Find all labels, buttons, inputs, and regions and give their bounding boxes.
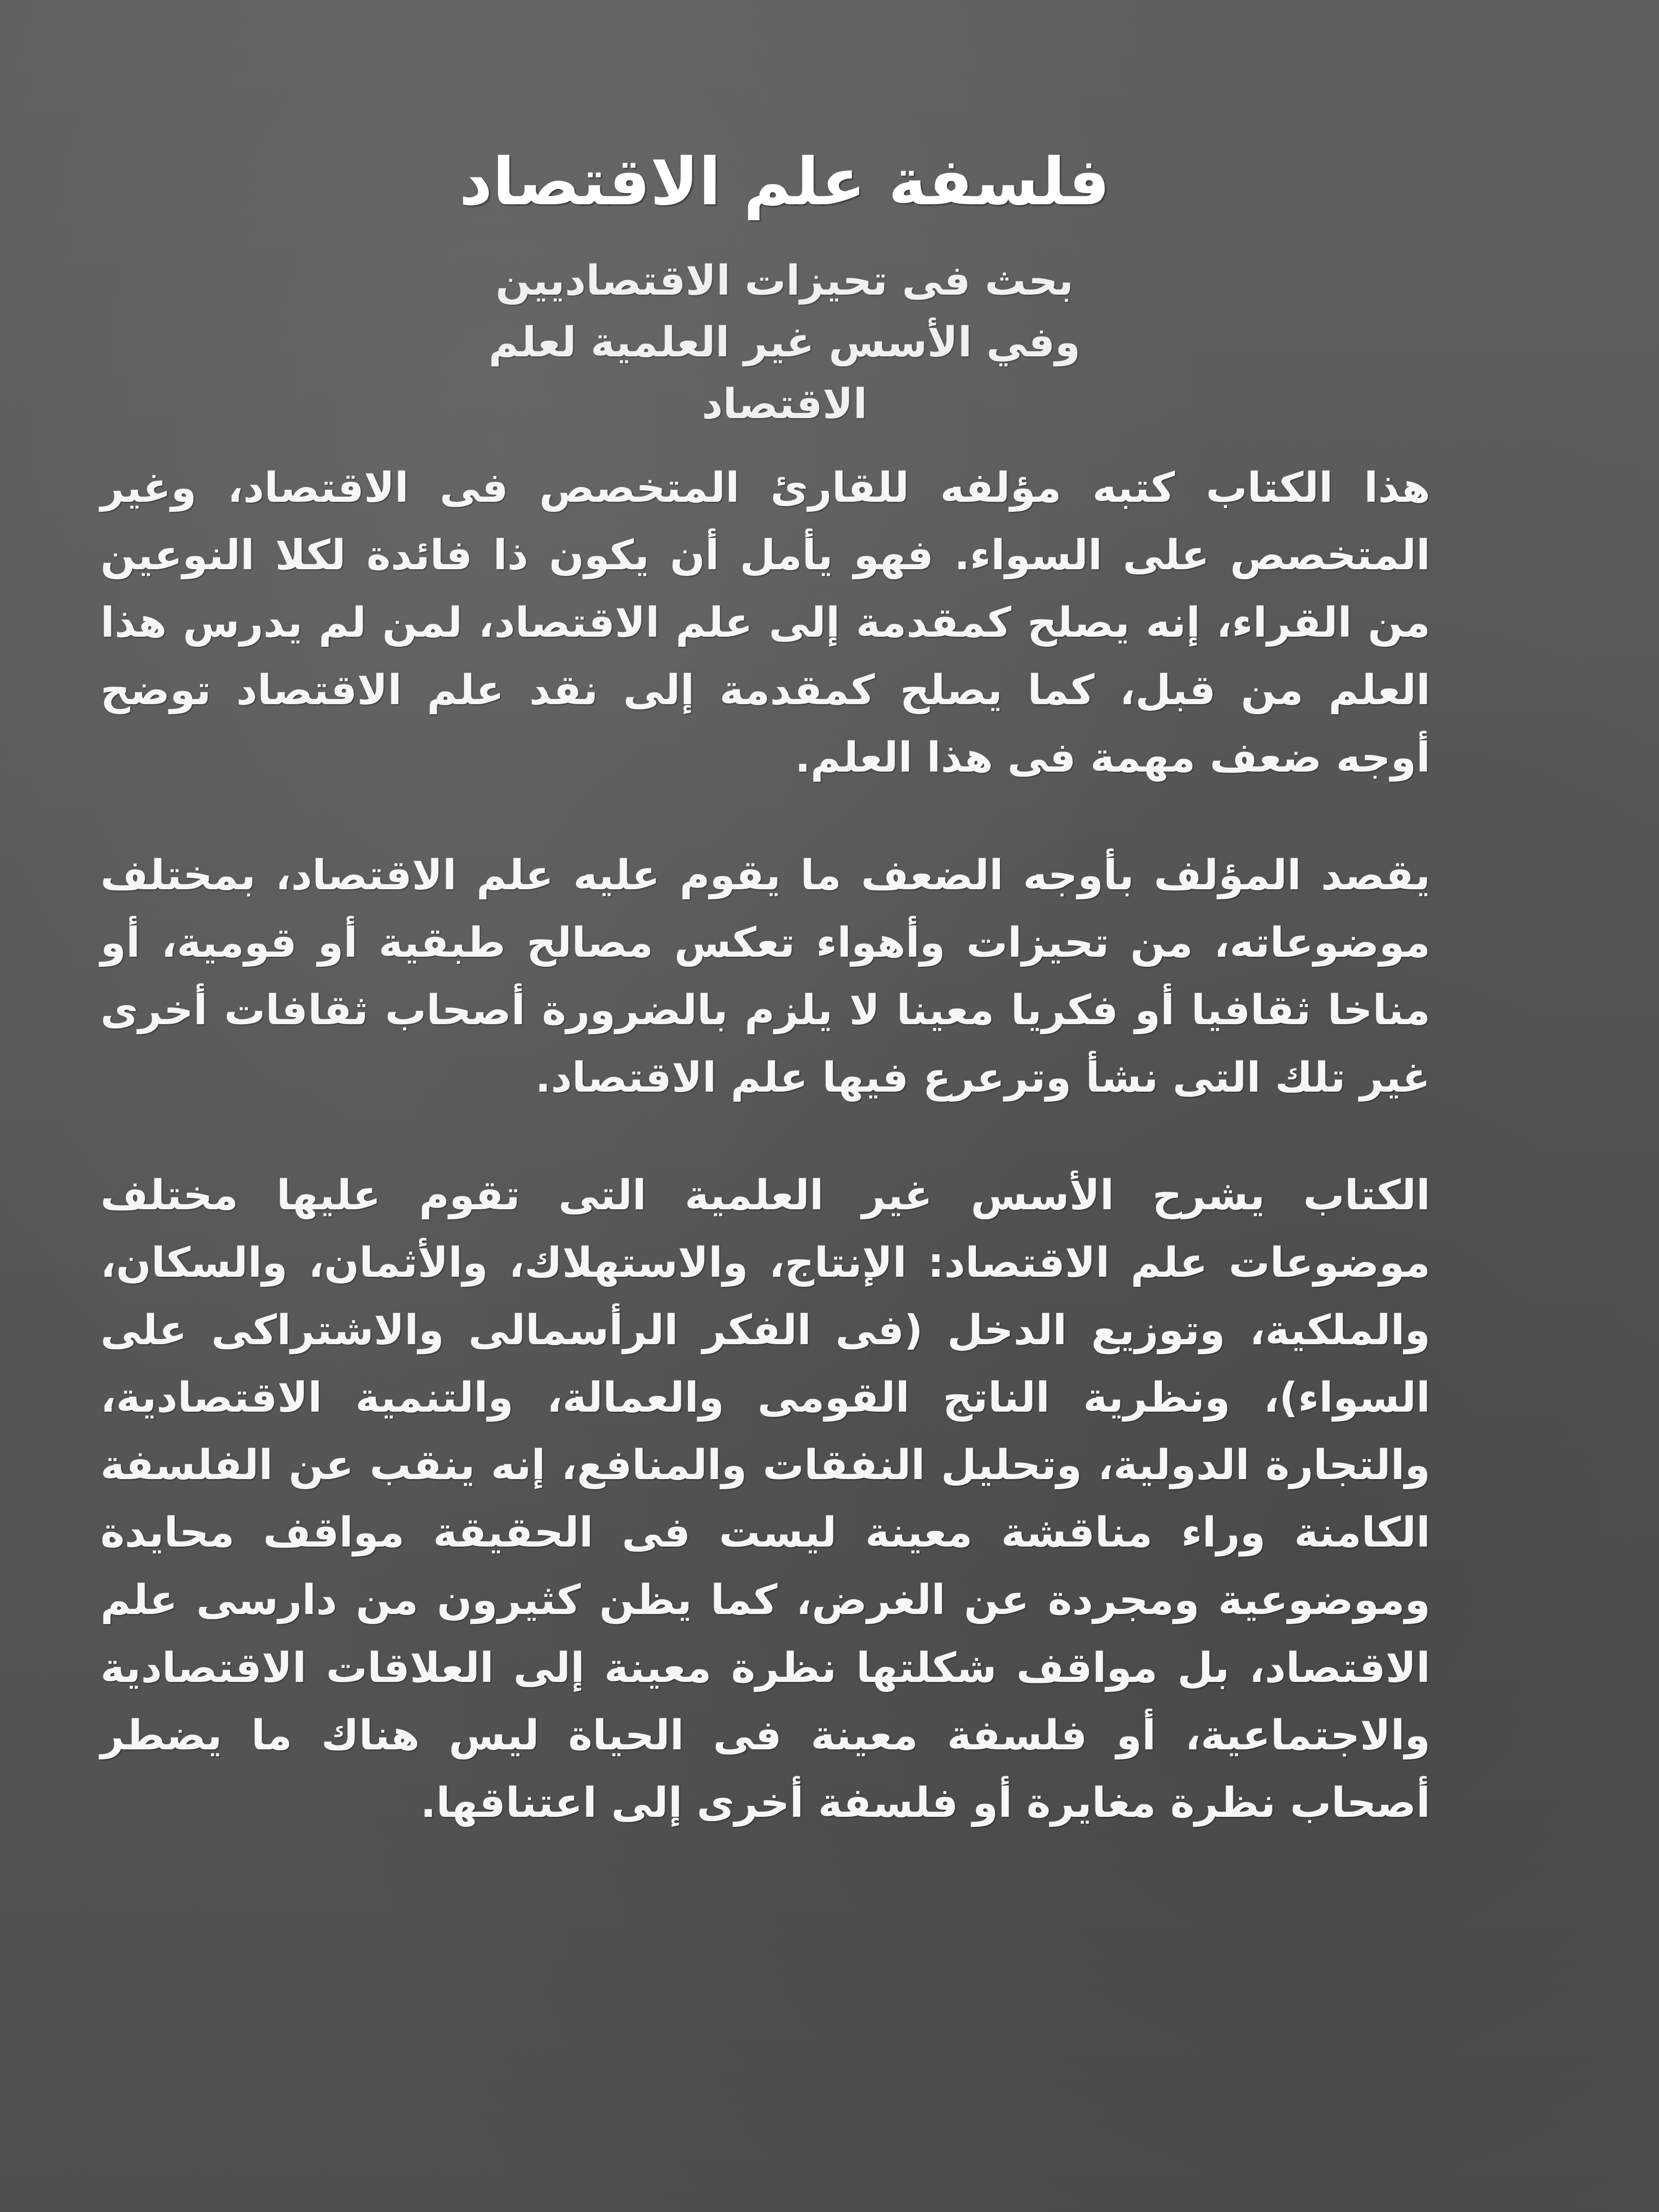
subtitle-line-1: بحث فى تحيزات الاقتصاديين <box>495 257 1074 305</box>
blurb-paragraph-1: هذا الكتاب كتبه مؤلفه للقارئ المتخصص فى الاقتصاد، وغير المتخصص على السواء. فهو يأمل أن يكون ذا فائدة لكلا النوعين من القراء، إنه يصلح كمقدمة إلى علم الاقتصاد، لمن لم يدرس هذا العلم من قبل، كما يصلح كمقدمة إلى نقد علم الاقتصاد توضح أوجه ضعف مهمة فى هذا العلم. <box>100 464 1430 782</box>
cover-header <box>411 144 1158 435</box>
blurb-text <box>100 454 1430 1887</box>
subtitle-line-2: وفي الأسس غير العلمية لعلم الاقتصاد <box>488 319 1081 429</box>
book-title: فلسفة علم الاقتصاد <box>459 144 1110 220</box>
blurb-paragraph-2: يقصد المؤلف بأوجه الضعف ما يقوم عليه علم الاقتصاد، بمختلف موضوعاته، من تحيزات وأهواء تعكس مصالح طبقية أو قومية، أو مناخا ثقافيا أو فكريا معينا لا يلزم بالضرورة أصحاب ثقافات أخرى غير تلك التى نشأ وترعرع فيها علم الاقتصاد. <box>100 852 1430 1102</box>
book-subtitle <box>411 250 1158 435</box>
blurb-paragraph-3: الكتاب يشرح الأسس غير العلمية التى تقوم عليها مختلف موضوعات علم الاقتصاد: الإنتاج، والاستهلاك، والأثمان، والسكان، والملكية، وتوزيع الدخل (فى الفكر الرأسمالى والاشتراكى على السواء)، ونظرية الناتج القومى والعمالة، والتنمية الاقتصادية، والتجارة الدولية، وتحليل النفقات والمنافع، إنه ينقب عن الفلسفة الكامنة وراء مناقشة معينة ليست فى الحقيقة مواقف محايدة وموضوعية ومجردة عن الغرض، كما يظن كثيرون من دارسى علم الاقتصاد، بل مواقف شكلتها نظرة معينة إلى العلاقات الاقتصادية والاجتماعية، أو فلسفة معينة فى الحياة ليس هناك ما يضطر أصحاب نظرة مغايرة أو فلسفة أخرى إلى اعتناقها. <box>100 1172 1430 1827</box>
